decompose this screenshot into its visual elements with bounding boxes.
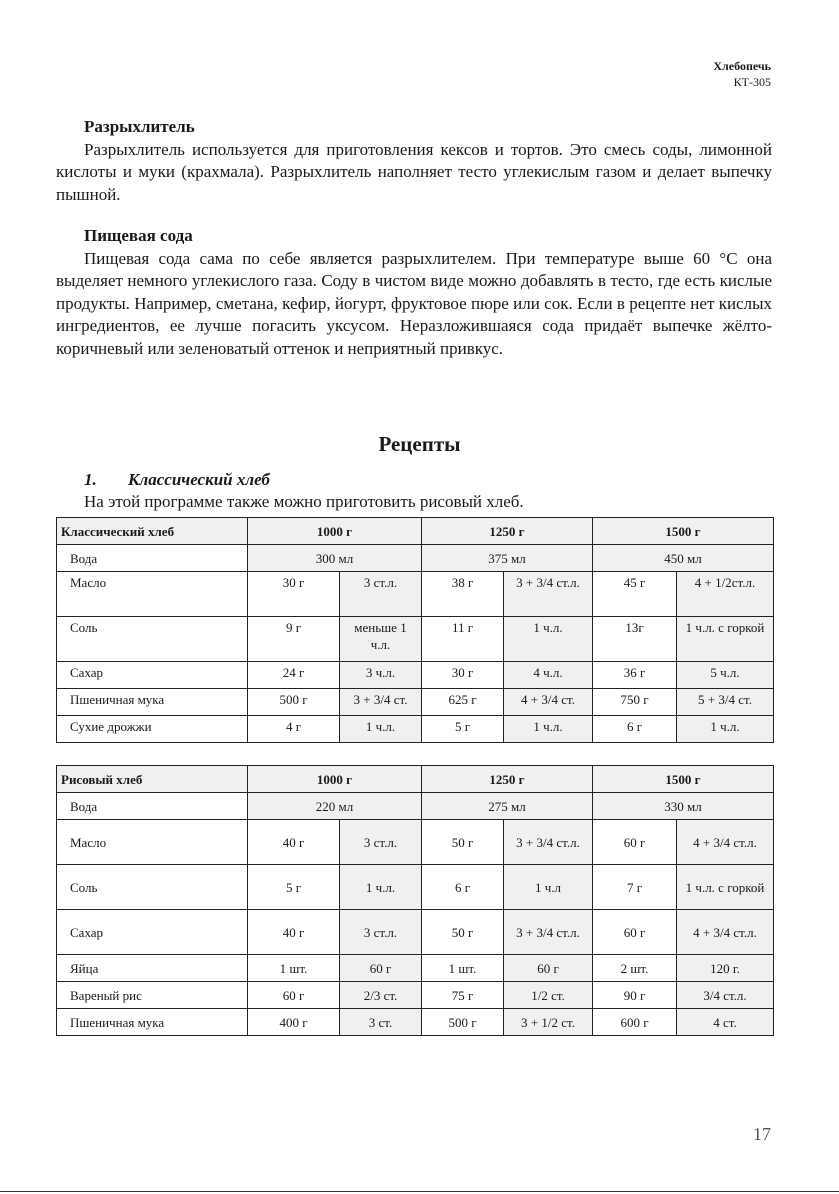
- table-row: [57, 617, 774, 662]
- ingredient-value: 9 г: [248, 617, 340, 662]
- ingredient-value: 275 мл: [422, 793, 593, 820]
- ingredient-value: 1 ч.л. с горкой: [677, 617, 774, 662]
- ingredient-value: 50 г: [422, 910, 504, 955]
- ingredient-name: Вода: [57, 793, 248, 820]
- table-header-weight: 1000 г: [248, 766, 422, 793]
- ingredient-value: 3/4 ст.л.: [677, 982, 774, 1009]
- recipes-title: Рецепты: [378, 432, 461, 456]
- ingredient-name: Соль: [57, 617, 248, 662]
- table-header-row: [57, 518, 774, 545]
- ingredient-value: 36 г: [593, 662, 677, 689]
- table-row: [57, 955, 774, 982]
- ingredient-value: 3 + 3/4 ст.л.: [504, 820, 593, 865]
- ingredient-value: 400 г: [248, 1009, 340, 1036]
- ingredient-name: Вода: [57, 545, 248, 572]
- ingredient-value: 300 мл: [248, 545, 422, 572]
- recipe-item-title: [84, 470, 270, 490]
- ingredient-value: 40 г: [248, 820, 340, 865]
- ingredient-value: 60 г: [593, 910, 677, 955]
- ingredient-value: 1 ч.л: [504, 865, 593, 910]
- table-row: [57, 545, 774, 572]
- ingredient-value: 3 ст.л.: [340, 910, 422, 955]
- ingredient-value: 50 г: [422, 820, 504, 865]
- ingredient-value: 3 + 3/4 ст.л.: [504, 572, 593, 617]
- ingredient-value: 1/2 ст.: [504, 982, 593, 1009]
- leavening-title: Разрыхлитель: [84, 117, 195, 136]
- ingredient-value: 1 шт.: [422, 955, 504, 982]
- table-row: [57, 662, 774, 689]
- ingredient-value: 2 шт.: [593, 955, 677, 982]
- rice-bread-table: [56, 765, 774, 1036]
- ingredient-value: 60 г: [593, 820, 677, 865]
- ingredient-value: 4 ст.: [677, 1009, 774, 1036]
- ingredient-value: 60 г: [248, 982, 340, 1009]
- ingredient-name: Соль: [57, 865, 248, 910]
- ingredient-value: 4 + 3/4 ст.: [504, 689, 593, 716]
- ingredient-value: 5 г: [422, 716, 504, 743]
- recipe-item-subtitle: На этой программе также можно приготовить рисовый хлеб.: [84, 492, 524, 511]
- header-model: КТ-305: [733, 75, 771, 89]
- ingredient-value: 90 г: [593, 982, 677, 1009]
- recipe-item-name: Классический хлеб: [128, 470, 270, 489]
- soda-text: Пищевая сода сама по себе является разрыхлителем. При температуре выше 60 °С она выделяет немного углекислого газа. Соду в чистом виде можно добавлять в тесто, где есть кислые продукты. Например, сметана, кефир, йогурт, фруктовое пюре или сок. Если в рецепте нет кислых ингредиентов, ее лучше погасить уксусом. Неразложившаяся сода придаёт выпечке жёлто-коричневый или зеленоватый оттенок и неприятный привкус.: [56, 248, 772, 358]
- ingredient-value: 60 г: [504, 955, 593, 982]
- table-row: [57, 865, 774, 910]
- table-header-weight: 1250 г: [422, 766, 593, 793]
- ingredient-value: 1 ч.л.: [504, 617, 593, 662]
- ingredient-value: 500 г: [248, 689, 340, 716]
- bottom-divider: [0, 1191, 839, 1192]
- ingredient-value: 6 г: [593, 716, 677, 743]
- table-header-weight: 1000 г: [248, 518, 422, 545]
- ingredient-value: 40 г: [248, 910, 340, 955]
- page-header: [713, 58, 771, 90]
- ingredient-name: Сахар: [57, 910, 248, 955]
- table-row: [57, 1009, 774, 1036]
- ingredient-value: 330 мл: [593, 793, 774, 820]
- table-row: [57, 793, 774, 820]
- table-row: [57, 910, 774, 955]
- ingredient-value: 1 ч.л. с горкой: [677, 865, 774, 910]
- ingredient-value: 60 г: [340, 955, 422, 982]
- ingredient-value: 750 г: [593, 689, 677, 716]
- ingredient-value: 1 ч.л.: [677, 716, 774, 743]
- ingredient-value: 600 г: [593, 1009, 677, 1036]
- ingredient-value: 3 ст.л.: [340, 820, 422, 865]
- leavening-section: [56, 116, 772, 206]
- ingredient-value: 24 г: [248, 662, 340, 689]
- table-row: [57, 572, 774, 617]
- ingredient-name: Яйца: [57, 955, 248, 982]
- ingredient-value: 5 ч.л.: [677, 662, 774, 689]
- classic-bread-table: [56, 517, 774, 743]
- ingredient-name: Сахар: [57, 662, 248, 689]
- ingredient-value: 3 + 3/4 ст.: [340, 689, 422, 716]
- table-header-weight: 1250 г: [422, 518, 593, 545]
- ingredient-name: Пшеничная мука: [57, 1009, 248, 1036]
- soda-section: [56, 225, 772, 360]
- leavening-text: Разрыхлитель используется для приготовления кексов и тортов. Это смесь соды, лимонной кислоты и муки (крахмала). Разрыхлитель наполняет тесто углекислым газом и делает выпечку пышной.: [56, 139, 772, 204]
- ingredient-value: 375 мл: [422, 545, 593, 572]
- ingredient-value: 4 г: [248, 716, 340, 743]
- ingredient-value: 3 + 3/4 ст.л.: [504, 910, 593, 955]
- ingredient-value: 450 мл: [593, 545, 774, 572]
- ingredient-name: Пшеничная мука: [57, 689, 248, 716]
- table-header-title: Рисовый хлеб: [57, 766, 248, 793]
- ingredient-value: 1 ч.л.: [340, 865, 422, 910]
- ingredient-value: 4 + 1/2ст.л.: [677, 572, 774, 617]
- table-header-weight: 1500 г: [593, 766, 774, 793]
- ingredient-value: 1 ч.л.: [504, 716, 593, 743]
- ingredient-value: 13г: [593, 617, 677, 662]
- ingredient-value: 30 г: [248, 572, 340, 617]
- ingredient-value: 4 ч.л.: [504, 662, 593, 689]
- ingredient-value: 4 + 3/4 ст.л.: [677, 820, 774, 865]
- table-header-title: Классический хлеб: [57, 518, 248, 545]
- ingredient-value: 220 мл: [248, 793, 422, 820]
- ingredient-value: 45 г: [593, 572, 677, 617]
- ingredient-value: 1 ч.л.: [340, 716, 422, 743]
- ingredient-value: 3 ст.: [340, 1009, 422, 1036]
- page-number: 17: [753, 1124, 771, 1144]
- ingredient-value: 625 г: [422, 689, 504, 716]
- header-product: Хлебопечь: [713, 59, 771, 73]
- table-row: [57, 716, 774, 743]
- ingredient-name: Сухие дрожжи: [57, 716, 248, 743]
- ingredient-value: меньше 1 ч.л.: [340, 617, 422, 662]
- table-header-weight: 1500 г: [593, 518, 774, 545]
- ingredient-value: 3 ч.л.: [340, 662, 422, 689]
- ingredient-value: 5 + 3/4 ст.: [677, 689, 774, 716]
- ingredient-value: 5 г: [248, 865, 340, 910]
- table-row: [57, 689, 774, 716]
- ingredient-value: 6 г: [422, 865, 504, 910]
- ingredient-value: 4 + 3/4 ст.л.: [677, 910, 774, 955]
- ingredient-value: 30 г: [422, 662, 504, 689]
- table-row: [57, 820, 774, 865]
- soda-title: Пищевая сода: [84, 226, 193, 245]
- ingredient-value: 7 г: [593, 865, 677, 910]
- ingredient-name: Вареный рис: [57, 982, 248, 1009]
- ingredient-name: Масло: [57, 572, 248, 617]
- ingredient-value: 3 + 1/2 ст.: [504, 1009, 593, 1036]
- ingredient-value: 3 ст.л.: [340, 572, 422, 617]
- table-header-row: [57, 766, 774, 793]
- recipe-item-number: 1.: [84, 470, 97, 489]
- ingredient-value: 75 г: [422, 982, 504, 1009]
- ingredient-value: 38 г: [422, 572, 504, 617]
- ingredient-value: 2/3 ст.: [340, 982, 422, 1009]
- ingredient-value: 500 г: [422, 1009, 504, 1036]
- ingredient-value: 120 г.: [677, 955, 774, 982]
- ingredient-value: 1 шт.: [248, 955, 340, 982]
- ingredient-name: Масло: [57, 820, 248, 865]
- table-row: [57, 982, 774, 1009]
- ingredient-value: 11 г: [422, 617, 504, 662]
